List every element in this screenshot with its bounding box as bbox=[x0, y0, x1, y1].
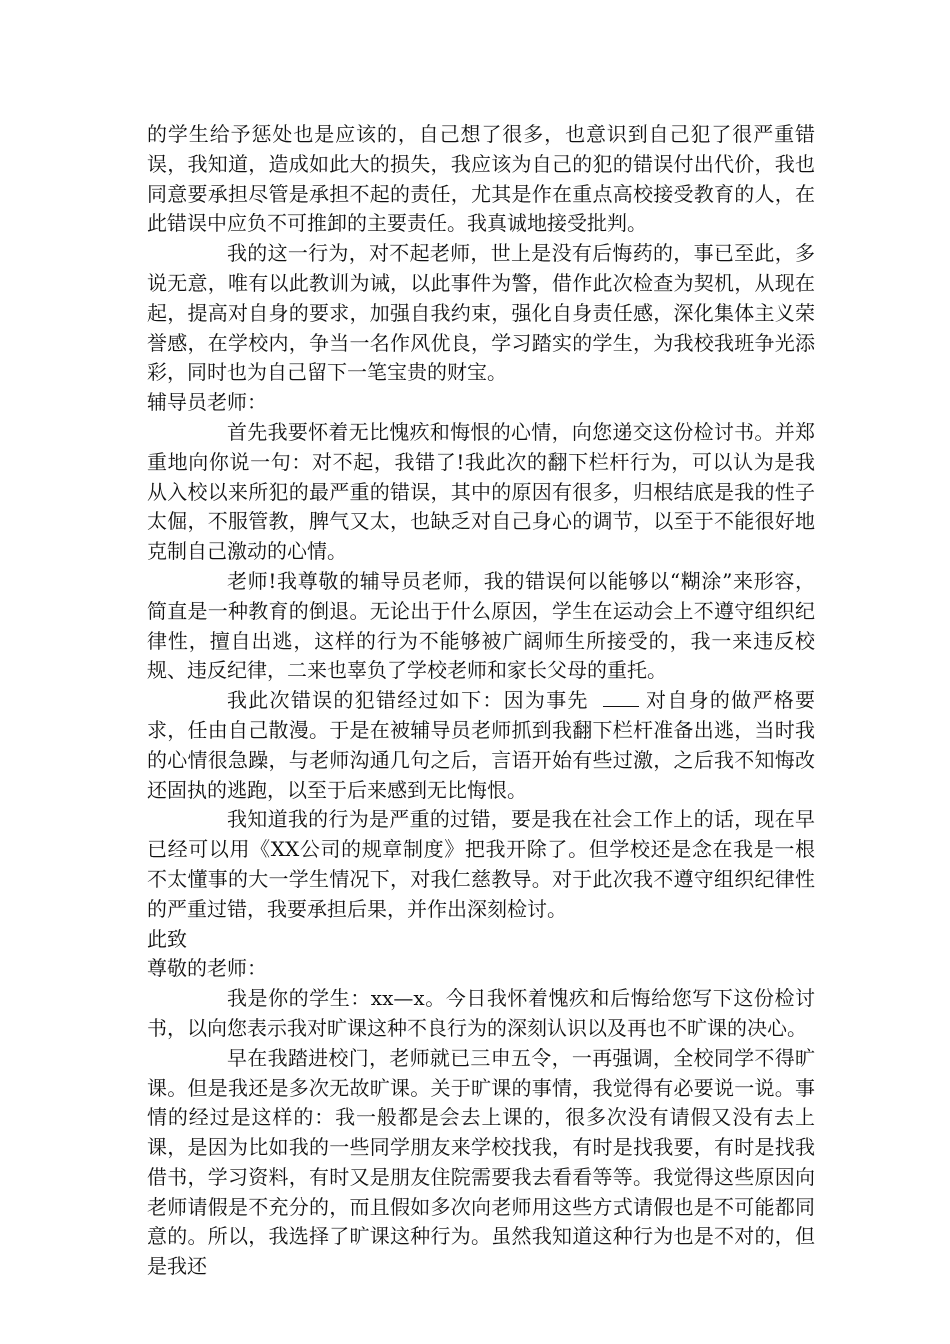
paragraph-5-end: 对自身的做严格要求，任由自己散漫。于是在被辅导员老师抓到我翻下栏杆准备出逃，当时我的心情很急躁，与老师沟通几句之后，言语开始有些过激，之后我不知悔改还固执的逃跑，以至于后来感到无比悔恨。 bbox=[147, 688, 816, 802]
document-page bbox=[147, 120, 815, 1282]
paragraph-7: 我是你的学生：xx—x。今日我怀着愧疚和后悔给您写下这份检讨书，以向您表示我对旷课这种不良行为的深刻认识以及再也不旷课的决心。 bbox=[147, 986, 815, 1040]
paragraph-2: 我的这一行为，对不起老师，世上是没有后悔药的，事已至此，多说无意，唯有以此教训为诫，以此事件为警，借作此次检查为契机，从现在起，提高对自身的要求，加强自我约束，强化自身责任感，深化集体主义荣誉感，在学校内，争当一名作风优良，学习踏实的学生，为我校我班争光添彩，同时也为自己留下一笔宝贵的财宝。 bbox=[147, 241, 815, 385]
paragraph-6: 我知道我的行为是严重的过错，要是我在社会工作上的话，现在早已经可以用《XX公司的规章制度》把我开除了。但学校还是念在我是一根不太懂事的大一学生情况下，对我仁慈教导。对于此次我不遵守组织纪律性的严重过错，我要承担后果，并作出深刻检讨。 bbox=[147, 807, 815, 921]
paragraph-1: 的学生给予惩处也是应该的，自己想了很多，也意识到自己犯了很严重错误，我知道，造成如此大的损失，我应该为自己的犯的错误付出代价，我也同意要承担尽管是承担不起的责任，尤其是作在重点高校接受教育的人，在此错误中应负不可推卸的主要责任。我真诚地接受批判。 bbox=[147, 122, 815, 236]
closing-line: 此致 bbox=[147, 926, 187, 951]
paragraph-3: 首先我要怀着无比愧疚和悔恨的心情，向您递交这份检讨书。并郑重地向你说一句：对不起，我错了!我此次的翻下栏杆行为，可以认为是我从入校以来所犯的最严重的错误，其中的原因有很多，归根结底是我的性子太倔，不服管教，脾气又太，也缺乏对自己身心的调节，以至于不能很好地克制自己激动的心情。 bbox=[147, 419, 815, 564]
paragraph-4: 老师!我尊敬的辅导员老师，我的错误何以能够以“糊涂”来形容，简直是一种教育的倒退。无论出于什么原因，学生在运动会上不遵守组织纪律性，擅自出逃，这样的行为不能够被广阔师生所接受的，我一来违反校规、违反纪律，二来也辜负了学校老师和家长父母的重托。 bbox=[147, 568, 815, 683]
salutation-counselor: 辅导员老师： bbox=[147, 390, 267, 415]
fill-in-blank bbox=[603, 690, 639, 707]
paragraph-5-start: 我此次错误的犯错经过如下：因为事先 bbox=[227, 688, 589, 713]
salutation-teacher: 尊敬的老师： bbox=[147, 956, 267, 981]
paragraph-5 bbox=[147, 686, 815, 805]
paragraph-8: 早在我踏进校门，老师就已三申五令，一再强调，全校同学不得旷课。但是我还是多次无故旷课。关于旷课的事情，我觉得有必要说一说。事情的经过是这样的：我一般都是会去上课的，很多次没有请假又没有去上课，是因为比如我的一些同学朋友来学校找我，有时是找我要，有时是找我借书，学习资料，有时又是朋友住院需要我去看看等等。我觉得这些原因向老师请假是不充分的，而且假如多次向老师用这些方式请假也是不可能都同意的。所以，我选择了旷课这种行为。虽然我知道这种行为也是不对的，但是我还 bbox=[147, 1045, 815, 1279]
